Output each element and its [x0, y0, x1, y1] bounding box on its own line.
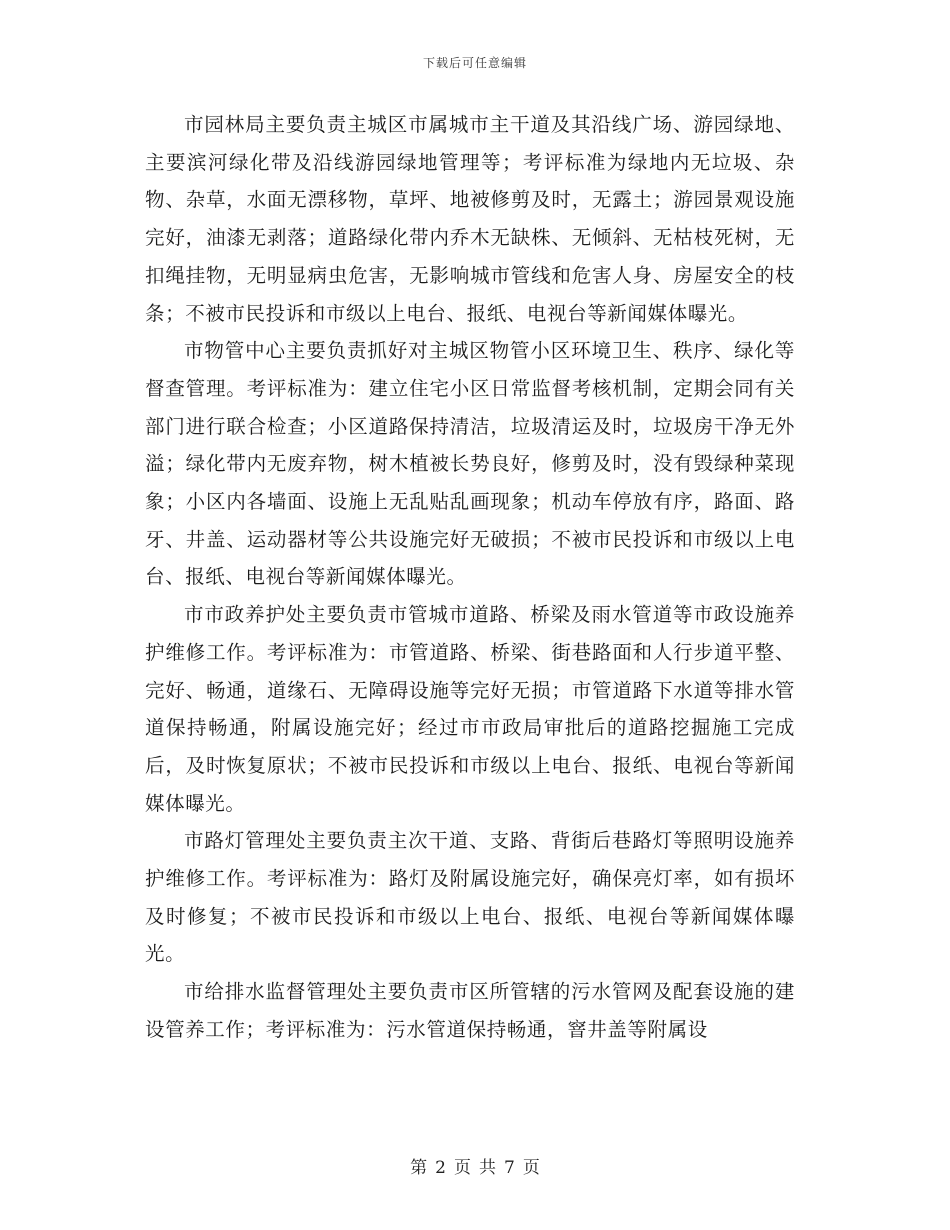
paragraph-property-center: 市物管中心主要负责抓好对主城区物管小区环境卫生、秩序、绿化等督查管理。考评标准为：建立住宅小区日常监督考核机制，定期会同有关部门进行联合检查；小区道路保持清洁，垃圾清运及时，垃圾房干净无外溢；绿化带内无废弃物，树木植被长势良好，修剪及时，没有毁绿种菜现象；小区内各墙面、设施上无乱贴乱画现象；机动车停放有序，路面、路牙、井盖、运动器材等公共设施完好无破损；不被市民投诉和市级以上电台、报纸、电视台等新闻媒体曝光。 [145, 339, 795, 589]
footer-prefix: 第 [410, 1158, 428, 1178]
paragraph-garden-bureau: 市园林局主要负责主城区市属城市主干道及其沿线广场、游园绿地、主要滨河绿化带及沿线游园绿地管理等；考评标准为绿地内无垃圾、杂物、杂草，水面无漂移物，草坪、地被修剪及时，无露土；游园景观设施完好，油漆无剥落；道路绿化带内乔木无缺株、无倾斜、无枯枝死树，无扣绳挂物，无明显病虫危害，无影响城市管线和危害人身、房屋安全的枝条；不被市民投诉和市级以上电台、报纸、电视台等新闻媒体曝光。 [145, 113, 795, 325]
footer-total-pages: 7 [504, 1158, 515, 1178]
footer-total-word: 共 [479, 1158, 496, 1178]
footer-suffix: 页 [522, 1158, 540, 1178]
footer-page-word: 页 [454, 1158, 471, 1178]
page-footer [0, 1153, 950, 1178]
footer-current-page: 2 [435, 1158, 446, 1178]
paragraph-drainage-office: 市给排水监督管理处主要负责市区所管辖的污水管网及配套设施的建设管养工作；考评标准为：污水管道保持畅通，窨井盖等附属设 [145, 980, 795, 1041]
paragraph-streetlight-office: 市路灯管理处主要负责主次干道、支路、背街后巷路灯等照明设施养护维修工作。考评标准为：路灯及附属设施完好，确保亮灯率，如有损坏及时修复；不被市民投诉和市级以上电台、报纸、电视台等新闻媒体曝光。 [145, 829, 795, 966]
document-body [145, 106, 795, 1049]
page-header-note: 下载后可任意编辑 [422, 56, 527, 70]
paragraph-municipal-maintenance: 市市政养护处主要负责市管城市道路、桥梁及雨水管道等市政设施养护维修工作。考评标准为：市管道路、桥梁、街巷路面和人行步道平整、完好、畅通，道缘石、无障碍设施等完好无损；市管道路下水道等排水管道保持畅通，附属设施完好；经过市市政局审批后的道路挖掘施工完成后，及时恢复原状；不被市民投诉和市级以上电台、报纸、电视台等新闻媒体曝光。 [145, 603, 795, 815]
